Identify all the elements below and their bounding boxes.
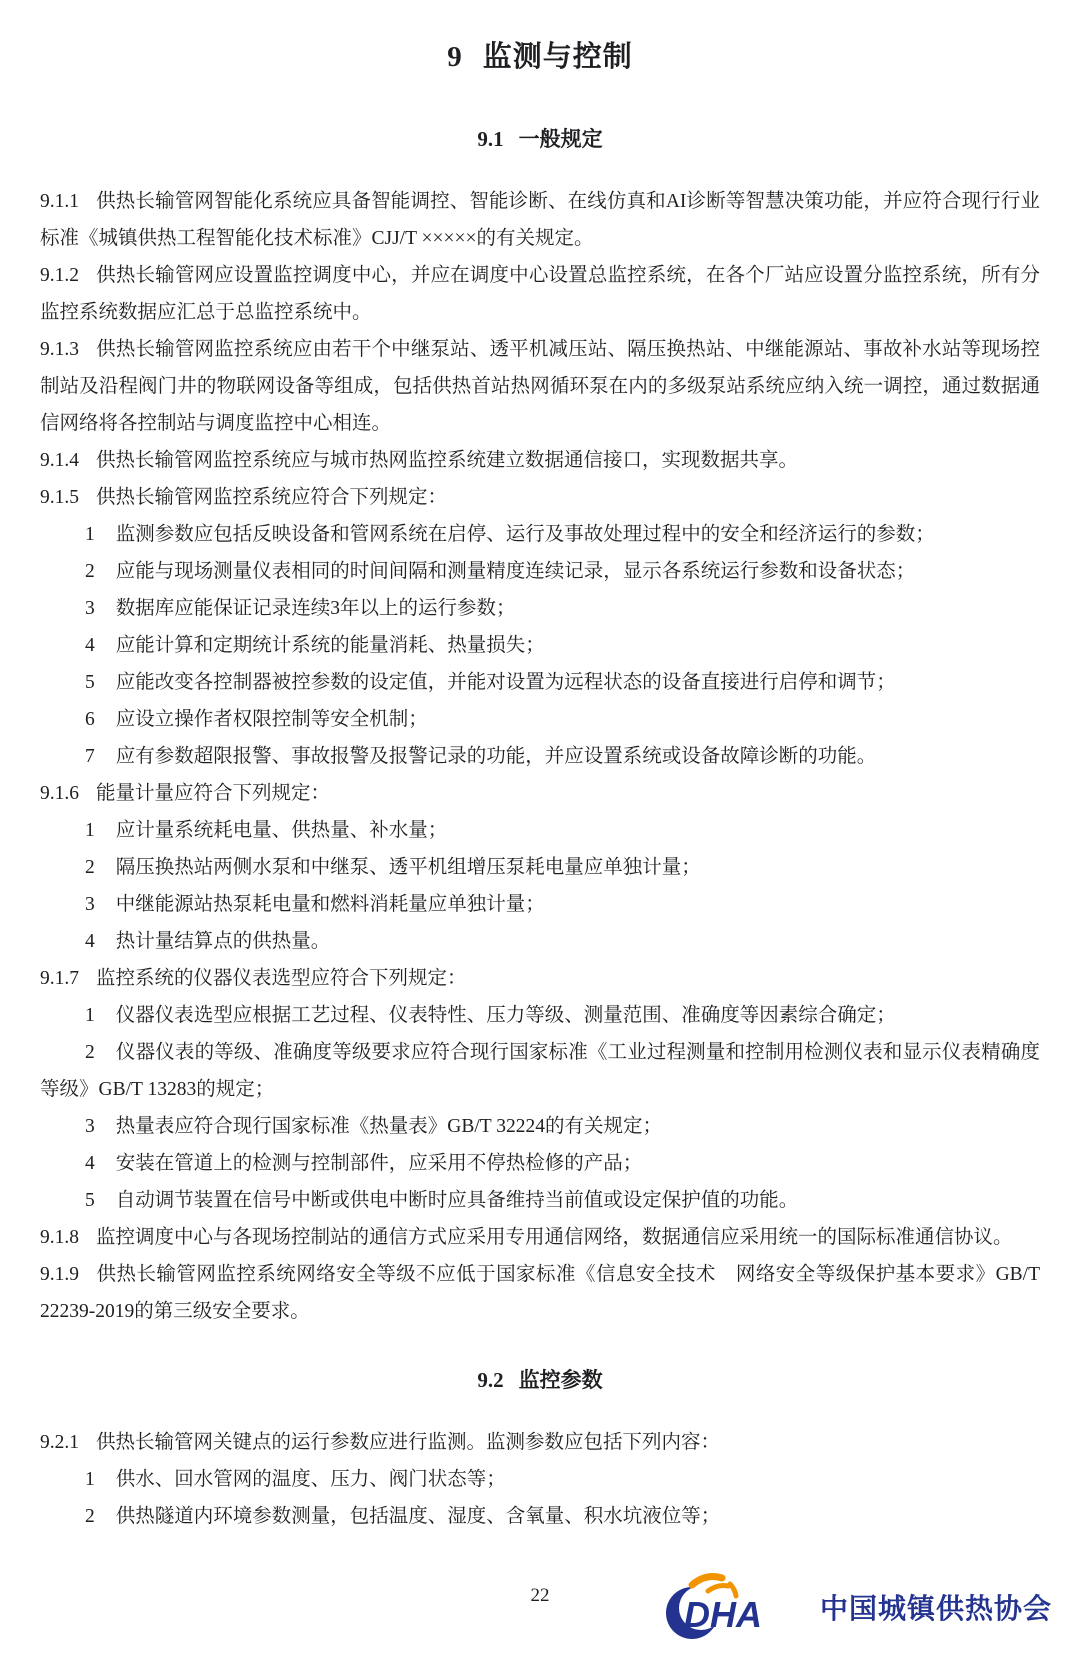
clause-text: 能量计量应符合下列规定：: [96, 783, 331, 804]
item-text: 应能改变各控制器被控参数的设定值，并能对设置为远程状态的设备直接进行启停和调节；: [115, 672, 896, 693]
clause-text: 供热长输管网智能化系统应具备智能调控、智能诊断、在线仿真和AI诊断等智慧决策功能，并应符合现行行业标准《城镇供热工程智能化技术标准》CJJ/T ×××××的有关规定。: [40, 191, 1040, 249]
clause-9.2.1: [40, 1424, 1040, 1461]
item-2: [40, 553, 1040, 590]
item-1: [40, 812, 1040, 849]
item-text: 应能与现场测量仪表相同的时间间隔和测量精度连续记录，显示各系统运行参数和设备状态；: [115, 561, 916, 582]
clause-text: 供热长输管网监控系统网络安全等级不应低于国家标准《信息安全技术 网络安全等级保护基本要求》GB/T 22239-2019的第三级安全要求。: [40, 1264, 1040, 1322]
section-text: 一般规定: [518, 127, 603, 151]
clause-text: 监控调度中心与各现场控制站的通信方式应采用专用通信网络，数据通信应采用统一的国际标准通信协议。: [96, 1227, 1013, 1248]
clause-number: 9.1.6: [40, 783, 79, 804]
item-number: 2: [85, 1042, 95, 1063]
clause-number: 9.1.3: [40, 339, 79, 360]
item-5: [40, 1182, 1040, 1219]
item-3: [40, 886, 1040, 923]
clause-number: 9.2.1: [40, 1432, 79, 1453]
clause-text: 供热长输管网应设置监控调度中心，并应在调度中心设置总监控系统，在各个厂站应设置分监控系统，所有分监控系统数据应汇总于总监控系统中。: [40, 265, 1040, 323]
item-number: 1: [85, 524, 95, 545]
item-text: 仪器仪表选型应根据工艺过程、仪表特性、压力等级、测量范围、准确度等因素综合确定；: [115, 1005, 896, 1026]
item-text: 应能计算和定期统计系统的能量消耗、热量损失；: [115, 635, 545, 656]
clause-9.1.4: [40, 442, 1040, 479]
dha-letters: DHA: [683, 1594, 762, 1635]
association-name: 中国城镇供热协会: [819, 1593, 1052, 1624]
item-number: 3: [85, 598, 95, 619]
item-number: 6: [85, 709, 95, 730]
page-number: 22: [530, 1585, 550, 1606]
item-1: [40, 516, 1040, 553]
item-text: 监测参数应包括反映设备和管网系统在启停、运行及事故处理过程中的安全和经济运行的参数；: [115, 524, 935, 545]
clause-9.1.2: [40, 257, 1040, 331]
item-number: 5: [85, 672, 95, 693]
item-4: [40, 923, 1040, 960]
clause-9.1.9: [40, 1256, 1040, 1330]
section-9.1: [40, 123, 1040, 153]
item-2: [40, 1498, 1040, 1535]
page-footer: [0, 1555, 1080, 1655]
chapter-number: 9: [447, 41, 463, 73]
clause-number: 9.1.2: [40, 265, 79, 286]
clause-9.1.8: [40, 1219, 1040, 1256]
item-text: 自动调节装置在信号中断或供电中断时应具备维持当前值或设定保护值的功能。: [115, 1190, 799, 1211]
clause-number: 9.1.1: [40, 191, 79, 212]
item-text: 热量表应符合现行国家标准《热量表》GB/T 32224的有关规定；: [115, 1116, 662, 1137]
clause-text: 供热长输管网关键点的运行参数应进行监测。监测参数应包括下列内容：: [96, 1432, 721, 1453]
item-text: 热计量结算点的供热量。: [115, 931, 331, 952]
item-number: 1: [85, 820, 95, 841]
clause-text: 供热长输管网监控系统应符合下列规定：: [96, 487, 448, 508]
clause-number: 9.1.9: [40, 1264, 79, 1285]
clause-9.1.3: [40, 331, 1040, 442]
section-text: 监控参数: [518, 1368, 603, 1392]
item-text: 安装在管道上的检测与控制部件，应采用不停热检修的产品；: [115, 1153, 643, 1174]
clause-number: 9.1.7: [40, 968, 79, 989]
item-text: 应计量系统耗电量、供热量、补水量；: [115, 820, 448, 841]
section-number: 9.2: [477, 1368, 504, 1392]
item-number: 4: [85, 931, 95, 952]
item-4: [40, 1145, 1040, 1182]
item-number: 4: [85, 1153, 95, 1174]
chapter-9: [40, 34, 1040, 75]
item-text: 隔压换热站两侧水泵和中继泵、透平机组增压泵耗电量应单独计量；: [115, 857, 701, 878]
item-text: 仪器仪表的等级、准确度等级要求应符合现行国家标准《工业过程测量和控制用检测仪表和显示仪表精确度等级》GB/T 13283的规定；: [40, 1042, 1040, 1100]
clause-9.1.1: [40, 183, 1040, 257]
item-text: 应设立操作者权限控制等安全机制；: [115, 709, 428, 730]
item-2: [40, 1034, 1040, 1108]
section-9.2: [40, 1364, 1040, 1394]
item-3: [40, 1108, 1040, 1145]
item-5: [40, 664, 1040, 701]
document-body: [40, 34, 1040, 1535]
item-number: 1: [85, 1005, 95, 1026]
clause-text: 监控系统的仪器仪表选型应符合下列规定：: [96, 968, 467, 989]
item-number: 1: [85, 1469, 95, 1490]
item-1: [40, 997, 1040, 1034]
item-6: [40, 701, 1040, 738]
item-text: 供水、回水管网的温度、压力、阀门状态等；: [115, 1469, 506, 1490]
clause-text: 供热长输管网监控系统应与城市热网监控系统建立数据通信接口，实现数据共享。: [96, 450, 799, 471]
item-text: 应有参数超限报警、事故报警及报警记录的功能，并应设置系统或设备故障诊断的功能。: [115, 746, 877, 767]
clause-number: 9.1.4: [40, 450, 79, 471]
item-4: [40, 627, 1040, 664]
item-number: 3: [85, 1116, 95, 1137]
association-logo: [662, 1571, 1052, 1643]
item-number: 2: [85, 857, 95, 878]
item-number: 3: [85, 894, 95, 915]
item-3: [40, 590, 1040, 627]
item-number: 4: [85, 635, 95, 656]
dha-logo-icon: [662, 1571, 810, 1643]
clause-number: 9.1.8: [40, 1227, 79, 1248]
item-number: 5: [85, 1190, 95, 1211]
clause-number: 9.1.5: [40, 487, 79, 508]
item-number: 2: [85, 561, 95, 582]
clause-text: 供热长输管网监控系统应由若干个中继泵站、透平机减压站、隔压换热站、中继能源站、事故补水站等现场控制站及沿程阀门井的物联网设备等组成，包括供热首站热网循环泵在内的多级泵站系统应纳入统一调控，通过数据通信网络将各控制站与调度监控中心相连。: [40, 339, 1040, 434]
item-number: 7: [85, 746, 95, 767]
item-7: [40, 738, 1040, 775]
item-1: [40, 1461, 1040, 1498]
clause-9.1.5: [40, 479, 1040, 516]
item-text: 数据库应能保证记录连续3年以上的运行参数；: [115, 598, 516, 619]
item-text: 中继能源站热泵耗电量和燃料消耗量应单独计量；: [115, 894, 545, 915]
item-text: 供热隧道内环境参数测量，包括温度、湿度、含氧量、积水坑液位等；: [115, 1506, 721, 1527]
clause-9.1.6: [40, 775, 1040, 812]
chapter-text: 监测与控制: [482, 41, 633, 73]
section-number: 9.1: [477, 127, 504, 151]
item-2: [40, 849, 1040, 886]
item-number: 2: [85, 1506, 95, 1527]
clause-9.1.7: [40, 960, 1040, 997]
